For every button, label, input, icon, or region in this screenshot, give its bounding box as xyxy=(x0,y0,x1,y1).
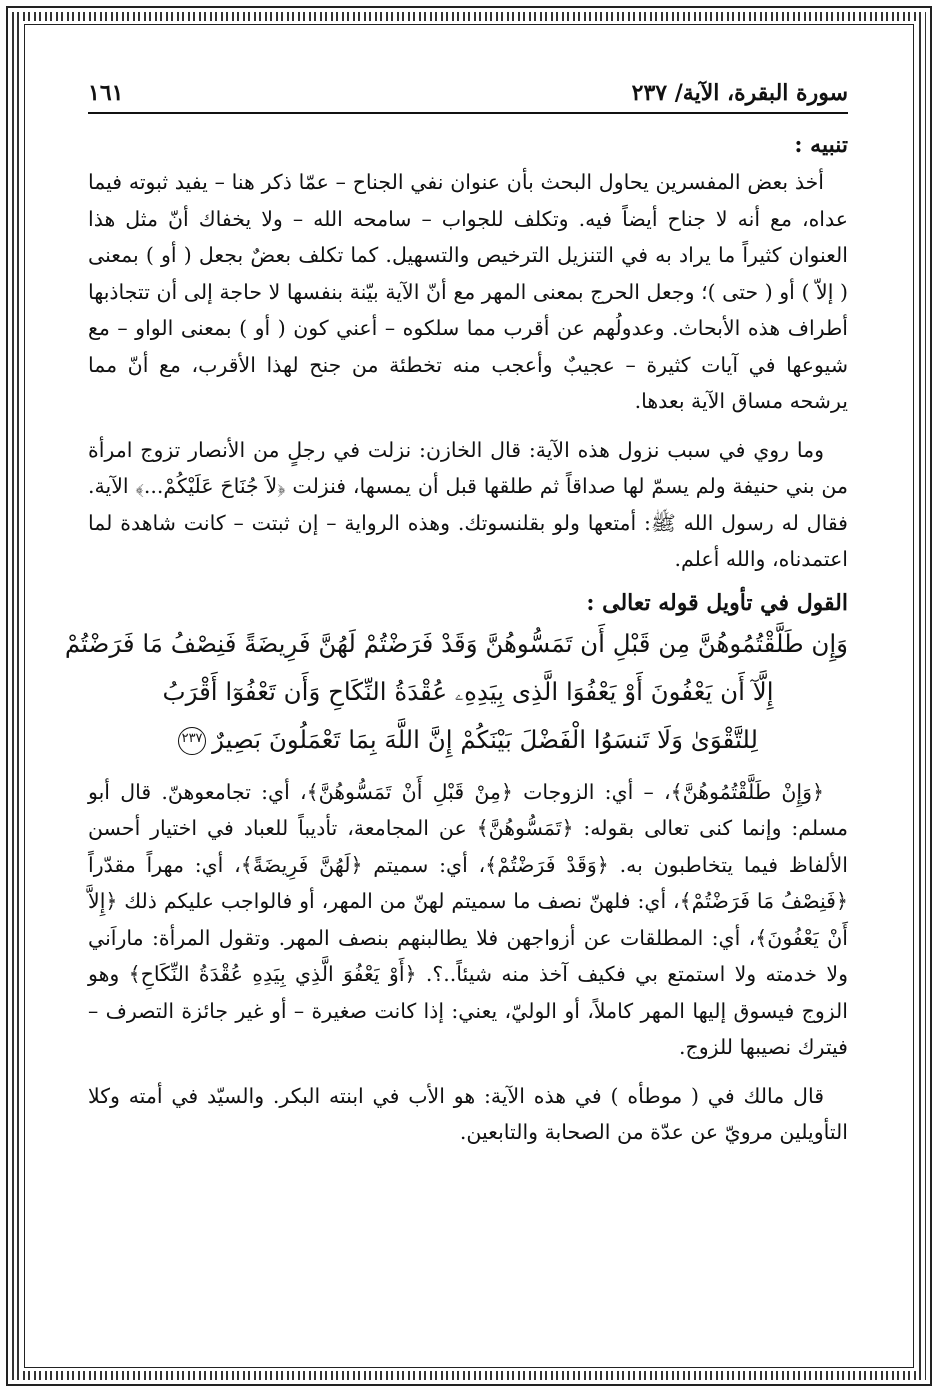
running-header xyxy=(88,62,848,114)
ayah-number-marker: ٢٣٧ xyxy=(178,727,206,755)
paragraph-2: وما روي في سبب نزول هذه الآية: قال الخازن: نزلت في رجلٍ من الأنصار تزوج امرأة من بني حنيفة ولم يسمّ لها صداقاً ثم طلقها قبل أن يمسها، فنزلت ﴿لاَ جُنَاحَ عَلَيْكُمْ...﴾ الآية. فقال له رسول الله ﷺ: أمتعها ولو بقلنسوتك. وهذه الرواية – إن ثبتت – كانت شاهدة لما اعتمدناه، والله أعلم. xyxy=(88,437,848,571)
header-title: سورة البقرة، الآية/ ٢٣٧ xyxy=(631,80,848,106)
verse-line-3: لِلتَّقْوَىٰ وَلَا تَنسَوُا الْفَضْلَ بَيْنَكُمْ إِنَّ اللَّهَ بِمَا تَعْمَلُونَ بَصِيرٌ xyxy=(212,724,758,754)
verse-line-2: إِلَّآ أَن يَعْفُونَ أَوْ يَعْفُوَا الَّذِى بِيَدِهِۦ عُقْدَةُ النِّكَاحِ وَأَن تَعْفُوٓا أَقْرَبُ xyxy=(162,676,774,706)
paragraph-1: أخذ بعض المفسرين يحاول البحث بأن عنوان نفي الجناح – عمّا ذكر هنا – يفيد ثبوته فيما عداه، مع أنه لا جناح أيضاً فيه. وتكلف للجواب – سامحه الله – ولا يخفاك أنّ مثل هذا العنوان كثيراً ما يراد به في التنزيل الترخيص والتسهيل. كما تكلف بعضٌ بجعل ( أو ) بمعنى ( إلاّ ) أو ( حتى )؛ وجعل الحرج بمعنى المهر مع أنّ الآية بيّنة بنفسها لا حاجة إلى أن تتجاذبها أطراف هذه الأبحاث. وعدولُهم عن أقرب مما سلكوه – أعني كون ( أو ) بمعنى الواو – مع شيوعها في آيات كثيرة – عجيبٌ وأعجب منه تخطئة من جنح لهذا الأقرب، مع أنّ مما يرشحه مساق الآية بعدها. xyxy=(88,170,848,413)
verse-line-3-wrap xyxy=(88,716,848,764)
note-heading: تنبيه : xyxy=(794,132,848,158)
verse-line-1: وَإِن طَلَّقْتُمُوهُنَّ مِن قَبْلِ أَن تَمَسُّوهُنَّ وَقَدْ فَرَضْتُمْ لَهُنَّ فَرِيضَةً فَنِصْفُ مَا فَرَضْتُمْ xyxy=(64,628,848,658)
paragraph-4: قال مالك في ( موطأه ) في هذه الآية: هو الأب في ابنته البكر. والسيّد في أمته وكلا التأويلين مرويّ عن عدّة من الصحابة والتابعين. xyxy=(88,1083,848,1144)
paragraph-3: ﴿وَإِنْ طَلَّقْتُمُوهُنَّ﴾، – أي: الزوجات ﴿مِنْ قَبْلِ أَنْ تَمَسُّوهُنَّ﴾، أي: تجامعوهنّ. قال أبو مسلم: وإنما كنى تعالى بقوله: ﴿تَمَسُّوهُنَّ﴾ عن المجامعة، تأديباً للعباد في اختيار أحسن الألفاظ فيما يتخاطبون به. ﴿وَقَدْ فَرَضْتُمْ﴾، أي: سميتم ﴿لَهُنَّ فَرِيضَةً﴾، أي: مهراً مقدّراً ﴿فَنِصْفُ مَا فَرَضْتُمْ﴾، أي: فلهنّ نصف ما سميتم لهنّ من المهر، أو فالواجب عليكم ذلك ﴿إِلاَّ أَنْ يَعْفُونَ﴾، أي: المطلقات عن أزواجهن فلا يطالبنهم بنصف المهر. وتقول المرأة: ماراَني ولا خدمته ولا استمتع بي فكيف آخذ منه شيئاً..؟. ﴿أَوْ يَعْفُوَ الَّذِي بِيَدِهِ عُقْدَةُ النِّكَاحِ﴾ وهو الزوج فيسوق إليها المهر كاملاً، أو الوليّ، يعني: إذا كانت صغيرة – أو غير جائزة التصرف – فيترك نصيبها للزوج. xyxy=(88,779,848,1059)
page-number: ١٦١ xyxy=(88,80,124,106)
book-page xyxy=(64,62,848,1342)
quran-verse xyxy=(64,620,848,764)
section-heading: القول في تأويل قوله تعالى : xyxy=(586,589,848,616)
